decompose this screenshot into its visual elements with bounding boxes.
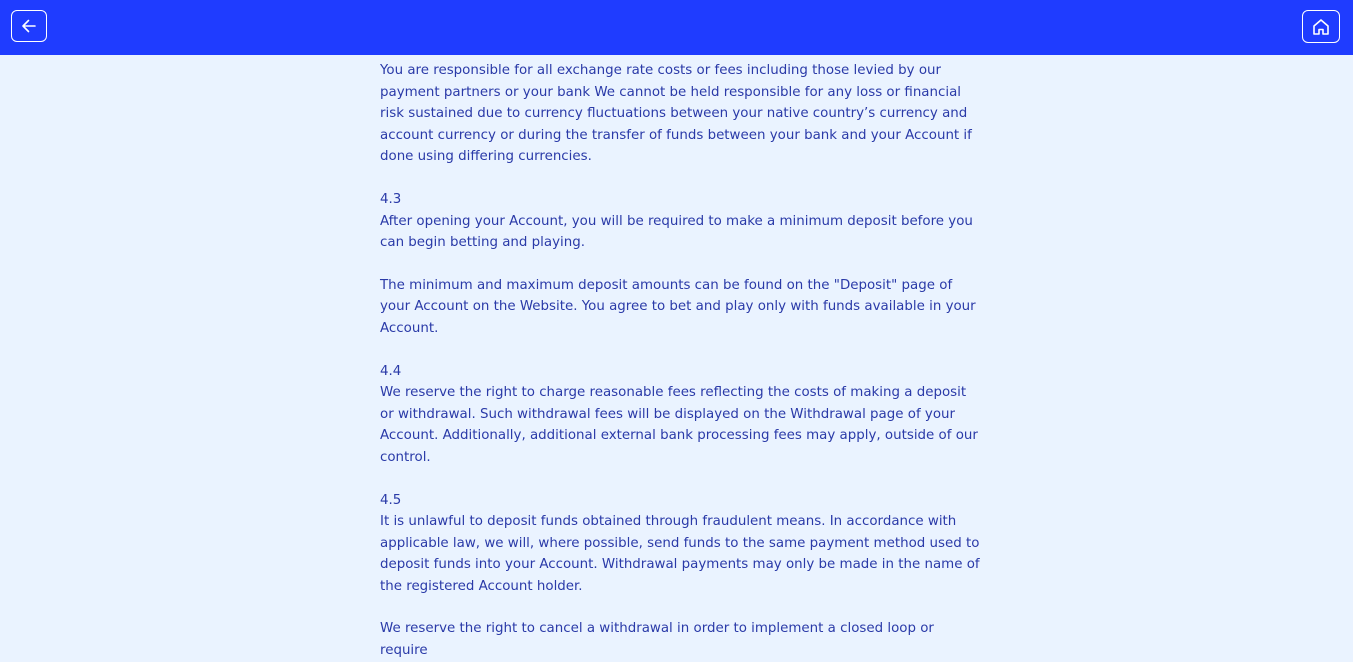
paragraph: The minimum and maximum deposit amounts can be found on the "Deposit" page of your Account on the Website. You agree to bet and play only with funds available in your Account. [380,277,976,336]
paragraph: We reserve the right to charge reasonable fees reflecting the costs of making a deposit or withdrawal. Such withdrawal fees will be displayed on the Withdrawal page of your Account. Additionally, additional external bank processing fees may apply, outside of our control. [380,385,978,465]
header-bar [0,0,1353,55]
section-number: 4.5 [380,492,402,508]
back-button[interactable] [11,10,47,42]
paragraph: We reserve the right to cancel a withdrawal in order to implement a closed loop or require [380,621,934,659]
section-number: 4.3 [380,191,402,207]
paragraph: You are responsible for all exchange rate costs or fees including those levied by our payment partners or your bank We cannot be held responsible for any loss or financial risk sustained due to currency fluctuations between your native country’s currency and account currency or during the transfer of funds between your bank and your Account if done using differing currencies. [380,63,972,165]
home-button[interactable] [1302,10,1340,43]
paragraph: After opening your Account, you will be required to make a minimum deposit before you can begin betting and playing. [380,213,973,251]
paragraph: It is unlawful to deposit funds obtained through fraudulent means. In accordance with applicable law, we will, where possible, send funds to the same payment method used to deposit funds into your Account. Withdrawal payments may only be made in the name of the registered Account holder. [380,514,980,594]
section-number: 4.4 [380,363,402,379]
terms-content [380,60,980,662]
arrow-left-icon [20,17,38,35]
home-icon [1311,17,1331,37]
